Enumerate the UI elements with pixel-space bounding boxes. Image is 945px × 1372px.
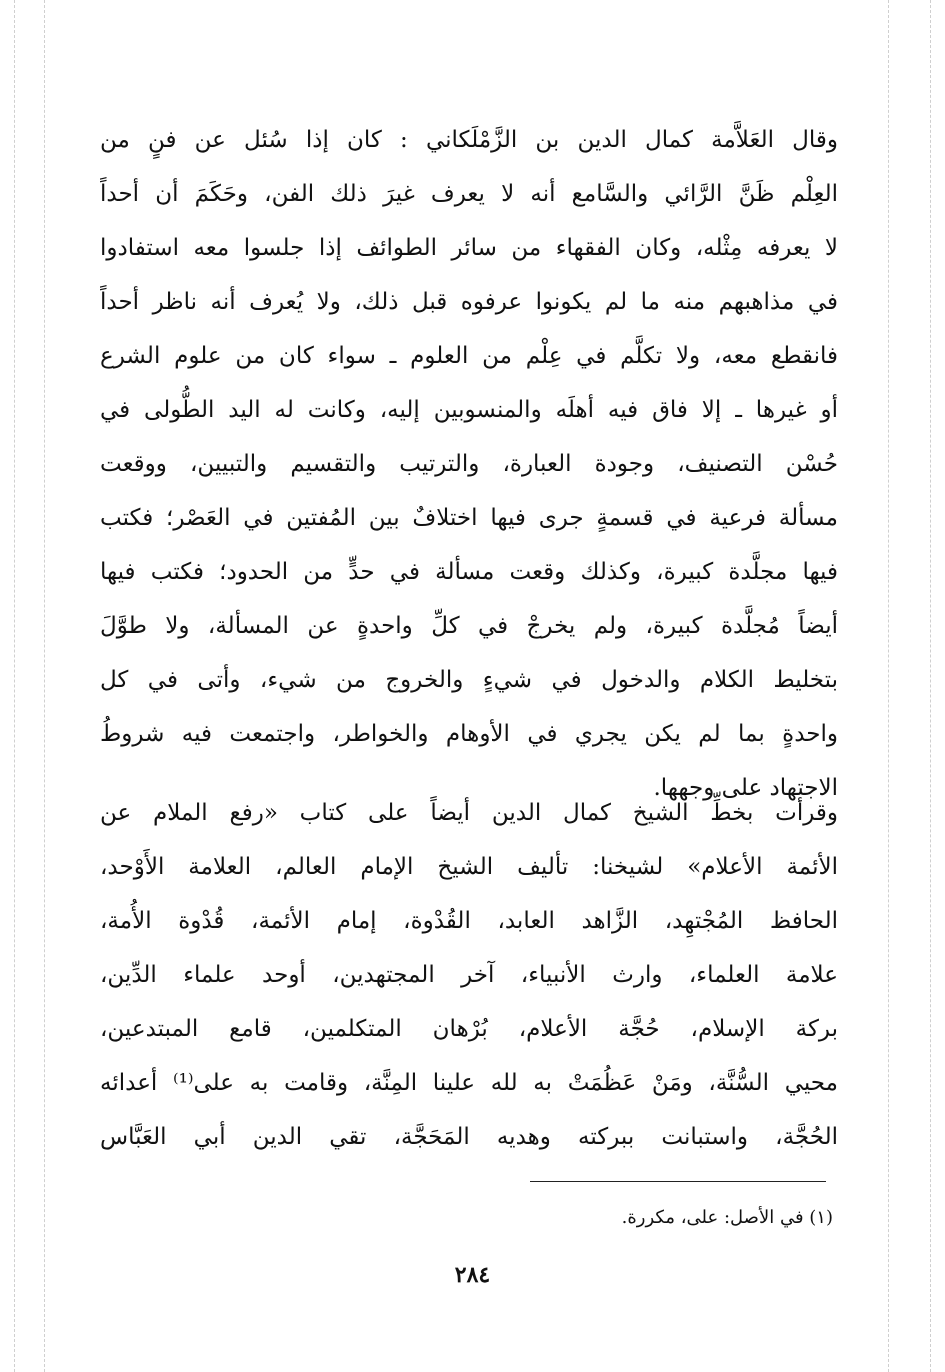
scan-edge-mark xyxy=(14,0,15,1372)
footnote: (١) في الأصل: على، مكررة. xyxy=(621,1207,833,1228)
text-line: أيضاً مُجلَّدة كبيرة، ولم يخرجْ في كلِّ واحدةٍ عن المسألة، ولا طوَّلَ xyxy=(100,613,838,639)
text-line: حُسْن التصنيف، وجودة العبارة، والترتيب والتقسيم والتبيين، ووقعت xyxy=(100,451,838,477)
scan-edge-mark xyxy=(930,0,931,1372)
text-line: الحُجَّة، واستبانت ببركته وهديه المَحَجَّة، تقي الدين أبي العَبَّاس xyxy=(100,1124,838,1150)
paragraph-1 xyxy=(100,113,838,815)
text-line: وقرأت بخطِّ الشيخ كمال الدين أيضاً على كتاب «رفع الملام عن xyxy=(100,800,838,826)
text-line: الاجتهاد على وجهها. xyxy=(653,775,838,801)
scan-edge-mark xyxy=(44,0,45,1372)
text-line: في مذاهبهم منه ما لم يكونوا عرفوه قبل ذلك، ولا يُعرف أنه ناظر أحداً xyxy=(100,289,838,315)
paragraph-2 xyxy=(100,786,838,1164)
page-number: ٢٨٤ xyxy=(454,1262,491,1288)
text-line: علامة العلماء، وارث الأنبياء، آخر المجتهدين، أوحد علماء الدِّين، xyxy=(100,962,838,988)
text-line: محيي السُّنَّة، ومَنْ عَظُمَتْ به لله علينا المِنَّة، وقامت به على⁽¹⁾ أعدائه xyxy=(100,1070,838,1096)
text-line: أو غيرها ـ إلا فاق فيه أهلَه والمنسوبين إليه، وكانت له اليد الطُّولى في xyxy=(100,397,838,423)
text-line: بتخليط الكلام والدخول في شيءٍ والخروج من شيء، وأتى في كل xyxy=(100,667,838,693)
text-line: فيها مجلَّدة كبيرة، وكذلك وقعت مسألة في حدٍّ من الحدود؛ فكتب فيها xyxy=(100,559,838,585)
text-line: فانقطع معه، ولا تكلَّم في عِلْم من العلوم ـ سواء كان من علوم الشرع xyxy=(100,343,838,369)
text-line: بركة الإسلام، حُجَّة الأعلام، بُرْهان المتكلمين، قامع المبتدعين، xyxy=(100,1016,838,1042)
text-line: العِلْم ظَنَّ الرَّائي والسَّامع أنه لا يعرف غيرَ ذلك الفن، وحَكَمَ أن أحداً xyxy=(100,181,838,207)
footnote-separator xyxy=(530,1181,826,1182)
text-line: وقال العَلاَّمة كمال الدين بن الزَّمْلَكاني : كان إذا سُئل عن فنٍ من xyxy=(100,127,838,153)
text-line: واحدةٍ بما لم يكن يجري في الأوهام والخواطر، واجتمعت فيه شروطُ xyxy=(100,721,838,747)
scan-edge-mark xyxy=(888,0,889,1372)
text-line: لا يعرفه مِثْله، وكان الفقهاء من سائر الطوائف إذا جلسوا معه استفادوا xyxy=(100,235,838,261)
text-line: الأئمة الأعلام» لشيخنا: تأليف الشيخ الإمام العالم، العلامة الأَوْحد، xyxy=(100,854,838,880)
text-line: مسألة فرعية في قسمةٍ جرى فيها اختلافٌ بين المُفتين في العَصْر؛ فكتب xyxy=(100,505,838,531)
text-line: الحافظ المُجْتهِد، الزَّاهد العابد، القُدْوة، إمام الأئمة، قُدْوة الأُمة، xyxy=(100,908,838,934)
